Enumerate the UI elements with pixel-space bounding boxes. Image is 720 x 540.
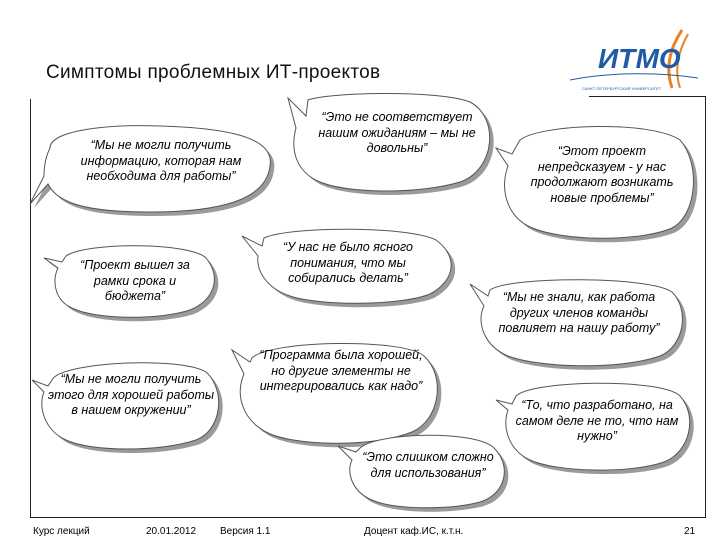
footer-course: Курс лекций (33, 526, 90, 537)
footer-version: Версия 1.1 (220, 526, 271, 537)
logo-subtitle: САНКТ-ПЕТЕРБУРГСКИЙ УНИВЕРСИТЕТ (582, 86, 662, 91)
quote-text: “Мы не знали, как работа других членов команды повлияет на нашу работу” (498, 290, 660, 335)
page-number: 21 (684, 526, 696, 537)
quote-text: “Этот проект непредсказуем - у нас продолжают возникать новые проблемы” (530, 144, 674, 205)
quote-text: “Мы не могли получить этого для хорошей работы в нашем окружении” (47, 372, 215, 417)
footer-date: 20.01.2012 (146, 526, 197, 537)
quote-text: “То, что разработано, на самом деле не то, что нам нужно” (515, 398, 679, 443)
quote-text: “Мы не могли получить информацию, которая нам необходима для работы” (80, 138, 242, 183)
logo-text: ИТМО (598, 43, 681, 74)
slide-title: Симптомы проблемных ИТ-проектов (46, 62, 381, 83)
quote-text: “Программа была хорошей, но другие элементы не интегрировались как надо” (259, 348, 423, 393)
quote-text: “У нас не было ясного понимания, что мы собирались делать” (283, 240, 413, 285)
footer-author: Доцент каф.ИС, к.т.н. (364, 526, 464, 537)
quote-text: “Проект вышел за рамки срока и бюджета” (80, 258, 190, 303)
quote-text: “Это слишком сложно для использования” (362, 450, 494, 480)
quote-text: “Это не соответствует нашим ожиданиям – мы не довольны” (318, 110, 476, 155)
